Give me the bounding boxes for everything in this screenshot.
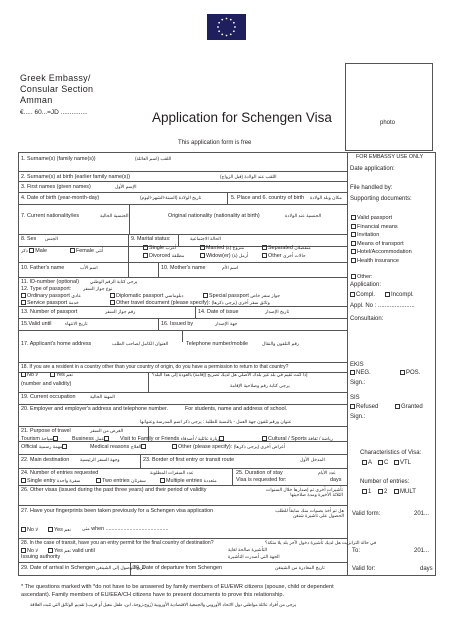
f28-yes-check[interactable]: Yes نعم valid until <box>48 548 95 554</box>
field-8-arabic: الجنس <box>45 236 58 241</box>
incompl-check[interactable]: Incompl. <box>385 292 414 298</box>
sis-sign: Sign.: <box>350 414 366 420</box>
field-14-arabic: تاريخ الإصدار <box>265 309 290 314</box>
flag-star <box>221 33 223 35</box>
visit-check[interactable]: Visit to Family or Friends زيارة عائلية / أصدقاء <box>120 436 225 442</box>
field-29-arabic: تاريخ الوصول إلى الشينغن <box>96 565 146 570</box>
visa-vtl-check[interactable]: VTL <box>394 460 411 466</box>
field-12-label: 12. Type of passport: <box>21 286 72 292</box>
field-5-label: 5. Place and 6. country of birth <box>231 195 305 201</box>
field-10-mother-arabic: اسم الأم <box>222 265 239 270</box>
male-check[interactable]: ذكر Male <box>21 247 47 254</box>
eu-flag-icon <box>207 14 246 40</box>
single-entry-check[interactable]: Single entry سفرة واحدة <box>21 478 81 484</box>
supporting-doc-item[interactable]: Invitation <box>351 232 433 239</box>
married-check[interactable]: Married متزوج (ة) <box>200 245 244 251</box>
field-10-father: 10. Father's name <box>21 265 65 271</box>
field-18-label: 18. If you are a resident in a country other than your country of origin, do you have a permission to return to that country? <box>21 364 289 370</box>
field-26-label: 26. Other visas (issued during the past three years) and their period of validity <box>21 487 207 493</box>
form-title: Application for Schengen Visa <box>152 110 332 125</box>
business-check[interactable]: Business عمل <box>72 436 110 442</box>
visa-a-check[interactable]: A <box>362 460 372 466</box>
field-25-arabic: عدد الأيام <box>318 470 336 475</box>
field-20-label: 20. Employer and employer's address and telephone number. <box>21 406 168 412</box>
field-7-original: Original nationality (nationality at birth) <box>168 213 260 219</box>
ekis-sign: Sign.: <box>350 380 366 386</box>
two-entries-check[interactable]: Two entries سفرتان <box>96 478 146 484</box>
diplomatic-check[interactable]: Diplomatic passport دبلوماسي <box>110 293 184 299</box>
field-30-label: 30. Date of departure from Schengen <box>133 565 223 571</box>
supporting-doc-item[interactable]: Financial means <box>351 224 433 231</box>
field-15-arabic: تاريخ الانتهاء <box>65 321 88 326</box>
field-18-arabic: إذا كنت تقيم في بلد غير بلدك الأصلي هل لديك تصريح (إقامة) بالعودة إلى هذا البلد؟ <box>152 372 308 377</box>
field-3-label: 3. First names (given names) <box>21 184 91 190</box>
footnote-line-2: ascendant). Family members of EU/EEA/CH citizens have to present documents to prove this relationship. <box>21 592 285 598</box>
f28-no-check[interactable]: No لا <box>21 548 38 554</box>
field-7-original-arabic: الجنسية عند الولادة <box>285 213 322 218</box>
field-9-arabic: الحالة الاجتماعية <box>190 236 221 241</box>
field-11-arabic: يرجى كتابة الرقم الوطني <box>90 279 138 284</box>
field-2-label: 2. Surname(s) at birth (earlier family name(s)) <box>21 174 131 180</box>
field-21-arabic: الغرض من السفر <box>90 428 124 433</box>
medical-check[interactable]: Medical reasons العلاج <box>90 444 147 450</box>
duration-days: days <box>330 477 342 483</box>
female-check[interactable]: Female أنثى <box>70 248 103 254</box>
field-13-label: 13. Number of passport <box>21 309 78 315</box>
to-year: 201... <box>414 548 430 554</box>
field-5-arabic: مكان وبلد الولادة <box>310 195 342 200</box>
embassy-line-2: Consular Section <box>20 84 94 94</box>
consultation: Consultaion: <box>350 316 384 322</box>
flag-star <box>218 30 220 32</box>
other-doc-check[interactable]: Other travel document (please specify): وثائق سفر أخرى (يرجى ذكرها) <box>110 300 270 306</box>
other-status-check[interactable]: Other حالات أخرى <box>262 253 306 259</box>
field-17-arabic: العنوان الكامل لصاحب الطلب <box>112 341 169 346</box>
field-1-arabic: اللقب (اسم العائلة) <box>135 156 172 161</box>
official-check[interactable]: Official مهمة رسمية <box>21 444 68 450</box>
valid-until-arabic: التأشيرة صالحة لغاية <box>228 547 268 552</box>
field-18-number: (number and validity) <box>21 381 72 387</box>
field-30-arabic: تاريخ المغادرة من الشينغن <box>275 565 325 570</box>
valid-form-year: 201... <box>414 511 430 517</box>
field-8-label: 8. Sex <box>21 236 37 242</box>
field-29-label: 29. Date of arrival in Schengen <box>21 565 96 571</box>
field-26-arabic: تأشيرات أخرى تم إصدارها خلال السنوات الثلاثة الأخيرة ومدة صلاحيتها <box>266 487 343 497</box>
widow-check[interactable]: Widow(er) أرمل (ة) <box>200 253 248 259</box>
field-20-arabic: عنوان ورقم تلفون جهة العمل - بالنسبة للطلبة : يرجى ذكر اسم المدرسة وعنوانها <box>140 419 292 424</box>
multiple-entries-check[interactable]: Multiple entries متعددة <box>160 478 217 484</box>
service-check[interactable]: Service passport خدمة <box>21 300 79 306</box>
other-purpose-check[interactable]: Other (please specify): أغراض أخرى (يرجى ذكرها) <box>172 444 285 450</box>
granted-check[interactable]: Granted <box>395 404 423 410</box>
cultural-check[interactable]: Cultural / Sports رياضة / ثقافة <box>262 436 333 442</box>
supporting-docs: Supporting documents: <box>350 196 412 202</box>
neg-check[interactable]: NEG. <box>350 370 371 376</box>
field-13-arabic: رقم جواز السفر <box>105 309 136 314</box>
field-10-father-arabic: اسم الأب <box>80 265 98 270</box>
field-23-arabic: المدخل الأول <box>300 457 325 462</box>
field-7-arabic: الجنسية الحالية <box>100 213 129 218</box>
flag-star <box>230 19 232 21</box>
file-handled: File handled by: <box>350 185 393 191</box>
field-20-students: For students, name and address of school. <box>185 406 288 412</box>
date-application: Date application: <box>350 166 395 172</box>
field-7-label: 7. Current nationality/ies <box>21 213 80 219</box>
field-21-label: 21. Purpose of travel <box>21 428 71 434</box>
flag-star <box>233 30 235 32</box>
special-check[interactable]: Special passport جواز سفر خاص <box>203 293 280 299</box>
entries-1-check[interactable]: 1 <box>362 489 371 495</box>
supporting-doc-item[interactable]: Health insurance <box>351 258 433 265</box>
flag-star <box>226 18 228 20</box>
field-24-label: 24. Number of entries requested <box>21 470 99 476</box>
sis: SIS <box>350 395 360 401</box>
flag-star <box>233 22 235 24</box>
flag-star <box>234 26 236 28</box>
field-16-label: 16. Issued by <box>161 321 194 327</box>
official-title: FOR EMBASSY USE ONLY <box>356 154 424 160</box>
field-11-label: 11. ID-number (optional) <box>21 279 80 285</box>
field-14-label: 14. Date of issue <box>198 309 239 315</box>
entries-2-check[interactable]: 2 <box>378 489 387 495</box>
ekis: EKIS <box>350 362 364 368</box>
field-2-arabic: اللقب عند الولادة (قبل الزواج) <box>220 174 277 179</box>
footnote-arabic: يرجى من أفراد عائلة مواطني دول الاتحاد الأوروبي والجمعية الاقتصادية الأوروبية (زوج،زوجة، ابن، طفل معيل أو قريب) تقديم الوثائق التي تثبت العلاقة <box>30 602 297 607</box>
issuing-authority: Issuing authority <box>21 554 61 560</box>
issuing-authority-arabic: الجهة التي أصدرت التأشيرة <box>228 554 280 559</box>
single-check[interactable]: Single أعزب <box>143 245 176 251</box>
embassy-line-1: Greek Embassy/ <box>20 73 91 83</box>
flag-star <box>218 22 220 24</box>
field-16-arabic: جهة الإصدار <box>215 321 238 326</box>
footnote-line-1: * The questions marked with *do not have to be answered by family members of EU/EWR citizens (spouse, child or dependent <box>21 584 334 590</box>
flag-star <box>230 33 232 35</box>
photo-box <box>345 63 433 151</box>
field-9-label: 9. Marital status: <box>131 236 171 242</box>
appl-no: Appl. No : ...................... <box>350 303 415 309</box>
field-3-arabic: الإسم الأول <box>115 184 137 189</box>
supporting-doc-item[interactable]: Valid passport <box>351 215 433 222</box>
field-17-label: 17. Applicant's home address <box>21 341 92 347</box>
valid-for-label: Valid for: <box>352 566 376 572</box>
field-19-label: 19. Current occupation <box>21 394 76 400</box>
field-27-label: 27. Have your fingerprints been taken previously for a Schengen visa application <box>21 508 214 514</box>
field-24-arabic: عدد السفرات المطلوبة <box>150 470 194 475</box>
field-10-mother: 10. Mother's name <box>161 265 206 271</box>
field-12-arabic: نوع جواز السفر <box>83 286 113 291</box>
number-of-entries: Number of entries: <box>360 479 410 485</box>
field-28-label: 28. In the case of transit, have you an entry permit for the final country of destination? <box>21 540 214 546</box>
visa-characteristics: Characteristics of Visa: <box>360 450 422 456</box>
field-1-label: 1. Surname(s) (family name(s)) <box>21 156 96 162</box>
field-25-label: 25. Duration of stay <box>236 470 283 476</box>
f27-no-check[interactable]: No لا <box>21 527 38 533</box>
visa-c-check[interactable]: C <box>378 460 388 466</box>
divorced-check[interactable]: Divorced مطلقة <box>143 253 184 259</box>
field-4-arabic: تاريخ الولادة (السنة-الشهر-اليوم) <box>140 195 202 200</box>
valid-for-days: days <box>420 566 433 572</box>
field-23-label: 23. Border of first entry or transit route <box>143 457 235 463</box>
free-note: This application form is free <box>178 140 252 146</box>
supporting-doc-item[interactable]: Other: <box>351 274 433 281</box>
photo-label: photo <box>380 120 396 126</box>
field-17-phone: Telephone number/mobile <box>186 341 249 347</box>
separated-check[interactable]: Separated منفصلان <box>262 245 311 251</box>
supporting-doc-item[interactable]: Hotel/Accommodation <box>351 249 433 256</box>
f27-yes-check[interactable]: Yes نعم <box>48 527 71 533</box>
field-4-label: 4. Date of birth (year-month-day) <box>21 195 100 201</box>
f18-yes-check[interactable]: Yes نعم <box>50 372 73 378</box>
flag-star <box>217 26 219 28</box>
compl-check[interactable]: Compl. <box>350 292 375 298</box>
flag-star <box>221 19 223 21</box>
field-15-label: 15.Valid until <box>21 321 52 327</box>
field-22-label: 22. Main destination <box>21 457 70 463</box>
embassy-line-3: Amman <box>20 95 53 105</box>
to-label: To: <box>352 548 361 554</box>
field-22-arabic: وجهة السفر الرئيسية <box>80 457 120 462</box>
refused-check[interactable]: Refused <box>350 404 378 410</box>
f27-when: متى when .......................................... <box>82 526 169 532</box>
supporting-doc-item[interactable]: Means of transport <box>351 241 433 248</box>
field-17-phone-arabic: رقم التلفون والنقال <box>262 341 300 346</box>
field-27-arabic: هل تم أخذ بصمات منك سابقاً للطلب الحصول على تأشيرة شنغن <box>275 508 344 518</box>
docs-list <box>351 215 433 283</box>
field-28-arabic: في حالة الترانزيت هل لديك تأشيرة دخول لآخر بلد يلا متكة؟ <box>265 540 377 545</box>
f18-no-check[interactable]: No لا <box>21 372 38 378</box>
visa-requested: Visa is requested for: <box>236 477 287 483</box>
entries-mult-check[interactable]: MULT <box>394 489 416 495</box>
field-18-number-arabic: يرجى كتابة رقم وصلاحية الإقامة <box>230 383 290 388</box>
application-label: Application: <box>350 282 382 288</box>
ordinary-check[interactable]: Ordinary passport عادي <box>21 293 81 299</box>
field-19-arabic: المهنة الحالية <box>90 394 115 399</box>
tourism-check[interactable]: Tourism سياحة <box>21 436 59 442</box>
pos-check[interactable]: POS. <box>400 370 420 376</box>
flag-star <box>226 35 228 37</box>
valid-form-label: Valid form: <box>352 511 381 517</box>
visa-fee: €..... 60...=JD ............... <box>20 109 88 116</box>
